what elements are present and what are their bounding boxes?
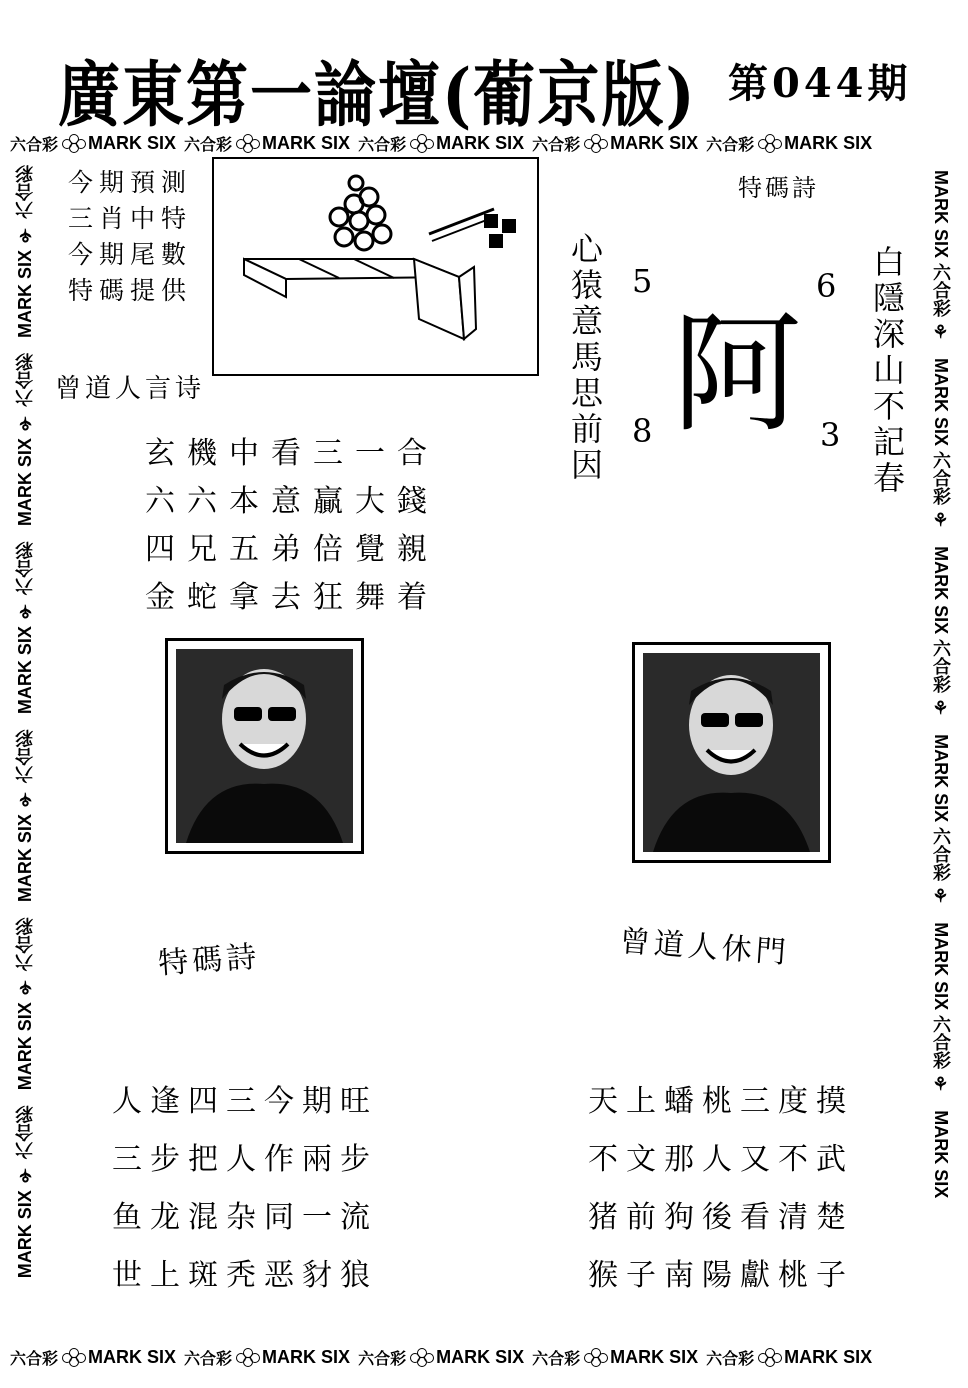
right-marksix-band [928, 170, 956, 1290]
page-title: 廣東第一論壇(葡京版) [58, 52, 697, 137]
flower-logo-icon [758, 1348, 780, 1366]
left-marksix-band [12, 165, 40, 1335]
number-top-left: 5 [632, 262, 653, 300]
band-en-label: MARK SIX [784, 1346, 873, 1367]
flower-logo-icon [410, 1348, 432, 1366]
flower-logo-icon [236, 1348, 258, 1366]
verses-left-block [112, 1080, 378, 1312]
verse-left: 人逢四三今期旺 [112, 1084, 378, 1119]
poem1-row: 金蛇拿去狂舞着 [145, 580, 439, 615]
band-cn-label: 六合彩 [532, 1348, 581, 1368]
dice-icon [484, 214, 516, 248]
poem1-row: 玄機中看三一合 [145, 436, 439, 471]
table-coins-illustration [214, 159, 537, 374]
portrait-silhouette-icon [176, 649, 353, 843]
issue-number: 第044期 [728, 60, 912, 107]
portrait-silhouette-icon [643, 653, 820, 852]
band-cn-label: 六合彩 [706, 134, 755, 154]
flower-logo-icon [62, 134, 84, 152]
caption-left: 特碼詩 [157, 939, 262, 982]
poem1-title: 曾道人言诗 [55, 374, 206, 404]
flower-logo-icon [410, 134, 432, 152]
prediction-line: 特碼提供 [68, 276, 193, 305]
band-en-label: MARK SIX [610, 1346, 699, 1367]
verse-left: 世上斑秃恶豺狼 [112, 1258, 378, 1293]
band-en-label: MARK SIX [436, 132, 525, 153]
band-en-label: MARK SIX [262, 132, 351, 153]
portrait-photo-right [632, 642, 831, 863]
band-cn-label: 六合彩 [184, 1348, 233, 1368]
number-bottom-right: 3 [820, 416, 841, 454]
poem1-row: 四兄五弟倍覺親 [145, 532, 439, 567]
band-en-label: MARK SIX [88, 132, 177, 153]
band-cn-label: 六合彩 [532, 134, 581, 154]
number-bottom-left: 8 [632, 412, 653, 450]
caption-right: 曾道人休門 [618, 924, 791, 971]
poem1-block [145, 428, 439, 620]
special-poem-left-col: 心猿意馬思前因 [566, 232, 604, 484]
coin-cluster-icon [330, 176, 391, 250]
verse-right: 猴子南陽獻桃子 [588, 1258, 854, 1293]
left-band-text: MARK SIX ⚘ 六合彩 MARK SIX ⚘ 六合彩 MARK SIX ⚘ 六合彩 MARK SIX ⚘ 六合彩 MARK SIX ⚘ 六合彩 MARK SIX ⚘ 六合彩 [15, 165, 35, 1279]
band-cn-label: 六合彩 [706, 1348, 755, 1368]
verse-right: 猪前狗後看清楚 [588, 1200, 854, 1235]
band-cn-label: 六合彩 [10, 1348, 59, 1368]
verse-left: 鱼龙混杂同一流 [112, 1200, 378, 1235]
band-en-label: MARK SIX [262, 1346, 351, 1367]
flower-logo-icon [62, 1348, 84, 1366]
verse-left: 三步把人作兩步 [112, 1142, 378, 1177]
prediction-line: 今期預測 [68, 168, 193, 197]
prediction-list [68, 165, 192, 309]
verse-right: 不文那人又不武 [588, 1142, 854, 1177]
big-character: 阿 [672, 298, 803, 450]
flower-logo-icon [236, 134, 258, 152]
flower-logo-icon [584, 1348, 606, 1366]
special-poem-right-col: 白隱深山不記春 [868, 245, 906, 497]
verses-right-block [588, 1080, 854, 1312]
bottom-marksix-band [10, 1346, 958, 1368]
right-band-text: MARK SIX 六合彩 ⚘ MARK SIX 六合彩 ⚘ MARK SIX 六合彩 ⚘ MARK SIX 六合彩 ⚘ MARK SIX 六合彩 ⚘ MARK SIX [931, 170, 951, 1199]
band-en-label: MARK SIX [610, 132, 699, 153]
number-top-right: 6 [816, 267, 837, 305]
verse-right: 天上蟠桃三度摸 [588, 1084, 854, 1119]
illustration-panel [212, 157, 539, 376]
flower-logo-icon [584, 134, 606, 152]
band-cn-label: 六合彩 [358, 134, 407, 154]
flower-logo-icon [758, 134, 780, 152]
special-poem-title: 特碼詩 [738, 174, 819, 202]
band-cn-label: 六合彩 [184, 134, 233, 154]
band-cn-label: 六合彩 [10, 134, 59, 154]
band-en-label: MARK SIX [88, 1346, 177, 1367]
band-en-label: MARK SIX [436, 1346, 525, 1367]
top-marksix-band [10, 132, 958, 154]
band-cn-label: 六合彩 [358, 1348, 407, 1368]
prediction-line: 今期尾數 [68, 240, 193, 269]
prediction-line: 三肖中特 [68, 204, 193, 233]
band-en-label: MARK SIX [784, 132, 873, 153]
poem1-row: 六六本意贏大錢 [145, 484, 439, 519]
portrait-photo-left [165, 638, 364, 854]
